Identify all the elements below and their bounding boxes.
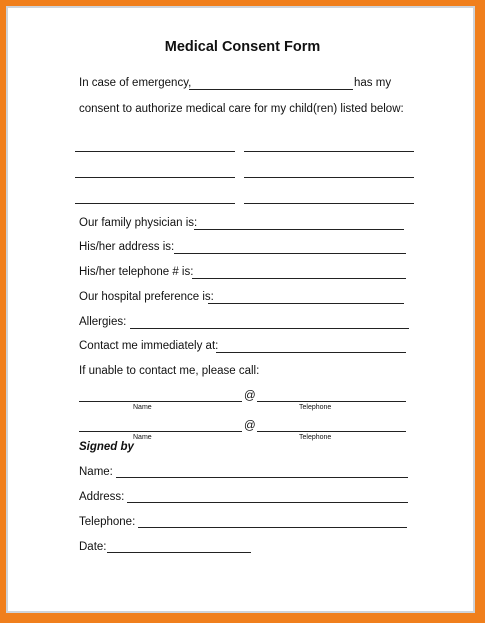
signer-date-label: Date: — [79, 541, 107, 553]
child-line-6[interactable] — [244, 203, 414, 204]
child-line-1[interactable] — [75, 151, 235, 152]
unable-contact-label: If unable to contact me, please call: — [79, 365, 260, 377]
address-label: His/her address is: — [79, 241, 175, 253]
signer-telephone-label: Telephone: — [79, 516, 136, 528]
allergies-label: Allergies: — [79, 316, 127, 328]
physician-telephone-field[interactable] — [192, 278, 406, 279]
signer-name-field[interactable] — [116, 477, 408, 478]
alt-contact-2-telephone-field[interactable] — [257, 431, 406, 432]
hospital-field[interactable] — [208, 303, 404, 304]
alt-contact-1-telephone-field[interactable] — [257, 401, 406, 402]
signed-by-heading: Signed by — [79, 441, 134, 453]
emergency-contact-line[interactable] — [189, 89, 353, 90]
contact-field[interactable] — [216, 352, 406, 353]
alt-contact-1-at: @ — [244, 390, 256, 402]
telephone-label: His/her telephone # is: — [79, 266, 194, 278]
child-line-4[interactable] — [244, 177, 414, 178]
hospital-label: Our hospital preference is: — [79, 291, 214, 303]
alt-contact-1-telephone-caption: Telephone — [299, 404, 332, 411]
emergency-suffix: has my — [354, 77, 392, 89]
emergency-prefix: In case of emergency, — [79, 77, 192, 89]
form-page — [6, 6, 475, 613]
consent-statement: consent to authorize medical care for my child(ren) listed below: — [79, 103, 404, 115]
child-line-5[interactable] — [75, 203, 235, 204]
child-line-2[interactable] — [244, 151, 414, 152]
signer-address-field[interactable] — [127, 502, 408, 503]
alt-contact-2-name-caption: Name — [133, 434, 152, 441]
physician-field[interactable] — [194, 229, 404, 230]
signer-address-label: Address: — [79, 491, 125, 503]
alt-contact-1-name-caption: Name — [133, 404, 152, 411]
signer-name-label: Name: — [79, 466, 113, 478]
alt-contact-2-at: @ — [244, 420, 256, 432]
child-line-3[interactable] — [75, 177, 235, 178]
physician-label: Our family physician is: — [79, 217, 198, 229]
form-title: Medical Consent Form — [164, 39, 321, 55]
alt-contact-2-name-field[interactable] — [79, 431, 242, 432]
allergies-field[interactable] — [130, 328, 409, 329]
physician-address-field[interactable] — [174, 253, 406, 254]
alt-contact-1-name-field[interactable] — [79, 401, 242, 402]
alt-contact-2-telephone-caption: Telephone — [299, 434, 332, 441]
signer-date-field[interactable] — [107, 552, 251, 553]
signer-telephone-field[interactable] — [138, 527, 407, 528]
contact-label: Contact me immediately at: — [79, 340, 219, 352]
